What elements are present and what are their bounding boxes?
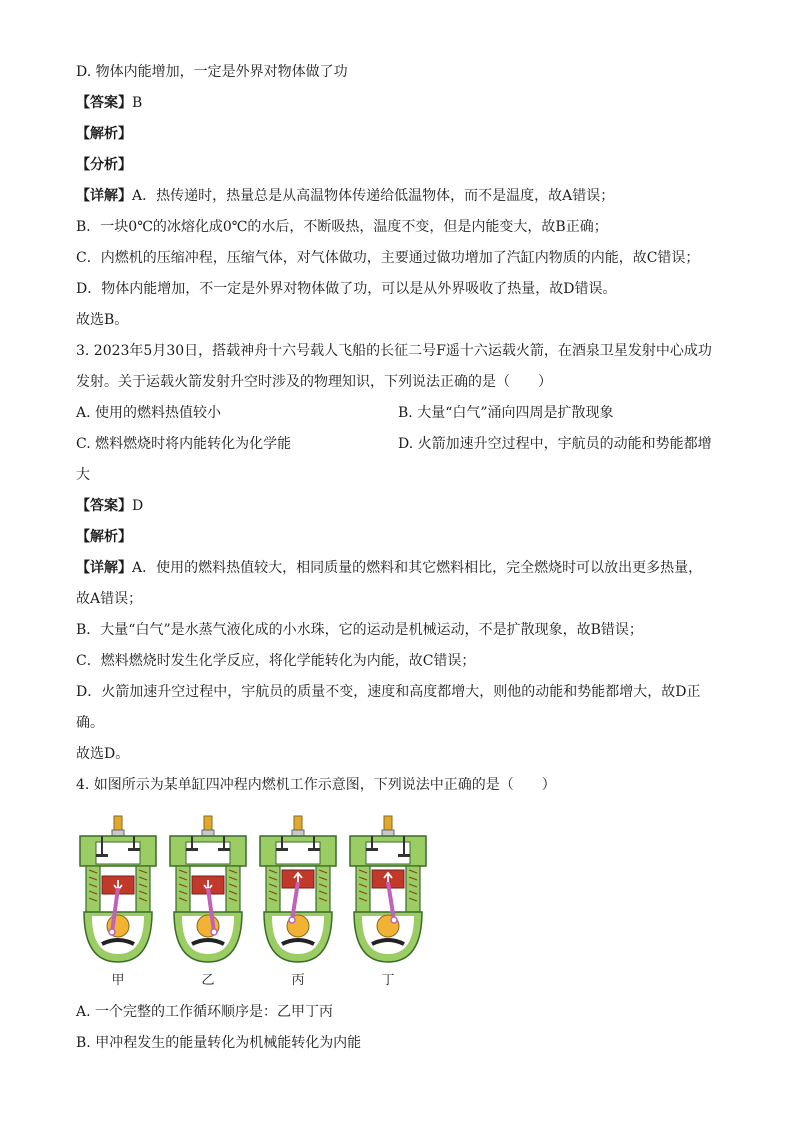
q4-option-a: A. 一个完整的工作循环顺序是：乙甲丁丙 xyxy=(76,1004,334,1020)
q3-option-b: B. 大量“白气”涌向四周是扩散现象 xyxy=(398,405,614,421)
exhaust-valve xyxy=(398,854,410,857)
cylinder-wall-right xyxy=(136,866,150,916)
q3-stem-line-1: 3. 2023年5月30日，搭载神舟十六号载人飞船的长征二号F遥十六运载火箭，在酒泉卫星发射中心成功 xyxy=(76,343,712,359)
cylinder-wall-right xyxy=(316,866,330,916)
q2-detail-a xyxy=(76,186,614,206)
q3-analysis-tag: 【解析】 xyxy=(76,529,132,545)
cylinder-wall-left xyxy=(176,866,190,916)
spark-plug xyxy=(114,816,122,830)
q3-detail-b: B．大量“白气”是水蒸气液化成的小水珠，它的运动是机械运动，不是扩散现象，故B错误； xyxy=(76,622,643,638)
q2-option-d: D. 物体内能增加，一定是外界对物体做了功 xyxy=(76,64,348,80)
spark-plug xyxy=(384,816,392,830)
answer-value: B xyxy=(132,95,143,111)
engine-label: 甲 xyxy=(111,973,125,988)
q2-detail-b: B．一块0℃的冰熔化成0℃的水后，不断吸热，温度不变，但是内能变大，故B正确； xyxy=(76,219,608,235)
spark-plug xyxy=(294,816,302,830)
exhaust-valve xyxy=(128,848,140,851)
q2-fenxi-tag: 【分析】 xyxy=(76,157,132,173)
q3-option-d-cont: 大 xyxy=(76,467,90,483)
cylinder-wall-left xyxy=(86,866,100,916)
cylinder-wall-right xyxy=(406,866,420,916)
spark-plug-base xyxy=(382,830,394,836)
cylinder-wall-left xyxy=(266,866,280,916)
inlet-valve xyxy=(96,854,108,857)
q3-option-d: D. 火箭加速升空过程中，宇航员的动能和势能都增 xyxy=(398,436,712,452)
engine-label: 丙 xyxy=(291,973,305,988)
crank-pin xyxy=(391,917,397,923)
q3-detail-d-cont: 确。 xyxy=(76,715,104,731)
cylinder-wall-left xyxy=(356,866,370,916)
q3-stem-line-2: 发射。关于运载火箭发射升空时涉及的物理知识，下列说法正确的是（ ） xyxy=(76,374,552,390)
q3-detail-d: D．火箭加速升空过程中，宇航员的质量不变，速度和高度都增大，则他的动能和势能都增大，故D正 xyxy=(76,684,701,700)
q3-conclusion: 故选D。 xyxy=(76,746,130,762)
engine-label: 丁 xyxy=(381,973,395,988)
inlet-valve xyxy=(186,848,198,851)
detail-tag: 【详解】 xyxy=(76,560,132,576)
spark-plug-base xyxy=(292,830,304,836)
q2-answer xyxy=(76,93,142,113)
q3-detail-c: C．燃料燃烧时发生化学反应，将化学能转化为内能，故C错误； xyxy=(76,653,476,669)
answer-tag: 【答案】 xyxy=(76,95,132,111)
cylinder-wall-right xyxy=(226,866,240,916)
engine-1 xyxy=(80,816,156,988)
engine-3 xyxy=(260,816,336,988)
q4-option-b: B. 甲冲程发生的能量转化为机械能转化为内能 xyxy=(76,1035,362,1051)
answer-tag: 【答案】 xyxy=(76,498,132,514)
q3-detail-a xyxy=(76,558,702,578)
q3-option-c: C. 燃料燃烧时将内能转化为化学能 xyxy=(76,436,292,452)
exhaust-valve xyxy=(218,848,230,851)
four-stroke-engine-figure xyxy=(76,812,436,994)
q4-stem: 4. 如图所示为某单缸四冲程内燃机工作示意图，下列说法中正确的是（ ） xyxy=(76,777,556,793)
inlet-valve xyxy=(366,848,378,851)
spark-plug xyxy=(204,816,212,830)
q2-conclusion: 故选B。 xyxy=(76,312,129,328)
engine-4 xyxy=(350,816,426,988)
answer-value: D xyxy=(132,498,144,514)
q3-option-a: A. 使用的燃料热值较小 xyxy=(76,405,222,421)
q3-answer xyxy=(76,496,143,516)
q2-analysis-tag: 【解析】 xyxy=(76,126,132,142)
inlet-valve xyxy=(276,848,288,851)
crank-pin xyxy=(109,929,115,935)
q2-detail-d: D．物体内能增加，不一定是外界对物体做了功，可以是从外界吸收了热量，故D错误。 xyxy=(76,281,617,297)
detail-tag: 【详解】 xyxy=(76,188,132,204)
spark-plug-base xyxy=(202,830,214,836)
detail-text: A．使用的燃料热值较大，相同质量的燃料和其它燃料相比，完全燃烧时可以放出更多热量， xyxy=(132,560,703,576)
crank-pin xyxy=(289,917,295,923)
detail-text: A．热传递时，热量总是从高温物体传递给低温物体，而不是温度，故A错误； xyxy=(132,188,615,204)
engine-label: 乙 xyxy=(201,973,215,988)
spark-plug-base xyxy=(112,830,124,836)
exhaust-valve xyxy=(308,848,320,851)
q3-detail-a-cont: 故A错误； xyxy=(76,591,143,607)
engine-2 xyxy=(170,816,246,988)
crank-pin xyxy=(211,929,217,935)
q2-detail-c: C．内燃机的压缩冲程，压缩气体，对气体做功，主要通过做功增加了汽缸内物质的内能，故C错误； xyxy=(76,250,700,266)
